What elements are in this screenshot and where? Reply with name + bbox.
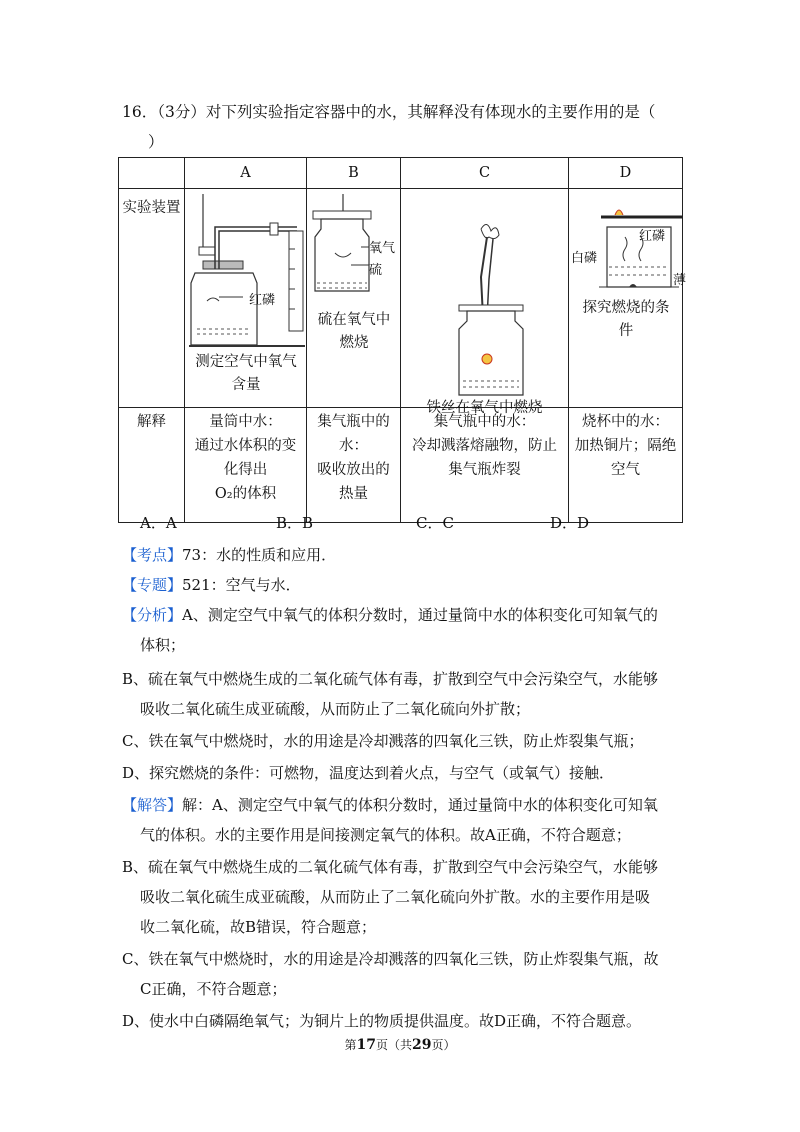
question-score: （3分） xyxy=(157,103,206,121)
footer-page-number: 17 xyxy=(356,1037,376,1053)
footer-suffix: 页） xyxy=(431,1038,456,1052)
header-a: A xyxy=(185,158,307,189)
kaodian-line xyxy=(122,544,336,565)
caption-a: 测定空气中氧气含量 xyxy=(195,354,297,393)
apparatus-c-figure xyxy=(401,189,569,399)
apparatus-d-cell xyxy=(569,189,687,408)
header-b: B xyxy=(307,158,401,189)
fenxi-line-4: 吸收二氧化硫生成亚硫酸，从而防止了二氧化硫向外扩散； xyxy=(140,700,531,718)
zhuanti-line xyxy=(122,574,301,595)
explanation-a-line1: 量筒中水： xyxy=(209,414,282,430)
fenxi-line-5: C、铁在氧气中燃烧时，水的用途是冷却溅落的四氧化三铁，防止炸裂集气瓶； xyxy=(122,732,644,750)
jieda-text-1: 解：A、测定空气中氧气的体积分数时，通过量筒中水的体积变化可知氧 xyxy=(182,796,658,814)
label-red-phosphorus-d: 红磷 xyxy=(639,229,666,244)
label-oxygen-b: 氧气 xyxy=(369,241,396,256)
explanation-d-line2: 加热铜片；隔绝空气 xyxy=(574,438,677,478)
fenxi-tag: 【分析】 xyxy=(122,606,183,624)
explanation-c xyxy=(401,408,569,523)
explanation-c-line2: 冷却溅落熔融物，防止集气瓶炸裂 xyxy=(412,438,557,478)
footer-total-pages: 29 xyxy=(412,1037,432,1053)
fenxi-line-6: D、探究燃烧的条件：可燃物，温度达到着火点，与空气（或氧气）接触． xyxy=(122,764,615,782)
apparatus-b-figure xyxy=(307,189,401,399)
apparatus-a-cell xyxy=(185,189,307,408)
option-d: D．D xyxy=(550,514,590,532)
header-empty xyxy=(119,158,185,189)
explanation-a-line2: 通过水体积的变化得出 xyxy=(194,438,297,478)
option-c: C．C xyxy=(416,514,454,532)
apparatus-b-cell xyxy=(307,189,401,408)
fenxi-line-2: 体积； xyxy=(140,636,186,654)
apparatus-row-label: 实验装置 xyxy=(119,189,185,408)
explanation-a-line3: O₂的体积 xyxy=(214,486,277,502)
zhuanti-tag: 【专题】 xyxy=(122,576,183,594)
zhuanti-text: 521：空气与水． xyxy=(182,576,301,594)
apparatus-row xyxy=(119,189,683,408)
header-c: C xyxy=(401,158,569,189)
apparatus-c-cell xyxy=(401,189,569,416)
label-partial-d: 薄 xyxy=(673,273,687,288)
question-text-end: ） xyxy=(148,133,164,151)
footer-prefix: 第 xyxy=(344,1038,357,1052)
jieda-line-2: 气的体积。水的主要作用是间接测定氧气的体积。故A正确，不符合题意； xyxy=(140,826,631,844)
jieda-line-3: B、硫在氧气中燃烧生成的二氧化硫气体有毒，扩散到空气中会污染空气，水能够 xyxy=(122,858,659,876)
fenxi-line-1 xyxy=(122,604,658,625)
explanation-b-line2: 吸收放出的热量 xyxy=(317,462,390,502)
jieda-line-1 xyxy=(122,794,658,815)
label-white-phosphorus-d: 白磷 xyxy=(571,251,598,266)
explanation-row xyxy=(119,408,683,523)
label-red-phosphorus-a: 红磷 xyxy=(249,293,276,308)
table-header-row xyxy=(119,158,683,189)
question-number: 16． xyxy=(122,103,158,121)
header-d: D xyxy=(569,158,683,189)
explanation-row-label: 解释 xyxy=(119,408,185,523)
caption-c: 铁丝在氧气中燃烧 xyxy=(426,400,543,416)
jieda-line-5: 收二氧化硫，故B错误，符合题意； xyxy=(140,918,377,936)
jieda-line-7: C正确，不符合题意； xyxy=(140,980,287,998)
experiment-table xyxy=(118,157,687,523)
apparatus-d-figure xyxy=(569,189,683,399)
kaodian-tag: 【考点】 xyxy=(122,546,183,564)
explanation-a xyxy=(185,408,307,523)
explanation-b xyxy=(307,408,401,523)
explanation-d-line1: 烧杯中的水： xyxy=(582,414,669,430)
question-text: 对下列实验指定容器中的水，其解释没有体现水的主要作用的是（ xyxy=(205,103,656,121)
jieda-line-4: 吸收二氧化硫生成亚硫酸，从而防止了二氧化硫向外扩散。水的主要作用是吸 xyxy=(140,888,651,906)
caption-b: 硫在氧气中燃烧 xyxy=(317,312,391,351)
jieda-line-8: D、使水中白磷隔绝氧气；为铜片上的物质提供温度。故D正确，不符合题意。 xyxy=(122,1012,642,1030)
explanation-b-line1: 集气瓶中的水： xyxy=(317,414,390,454)
label-sulfur-b: 硫 xyxy=(369,263,383,278)
kaodian-text: 73：水的性质和应用． xyxy=(182,546,337,564)
caption-d: 探究燃烧的条件 xyxy=(582,300,670,339)
fenxi-text-1: A、测定空气中氧气的体积分数时，通过量筒中水的体积变化可知氧气的 xyxy=(182,606,658,624)
footer-mid: 页（共 xyxy=(375,1038,412,1052)
explanation-c-line1: 集气瓶中的水： xyxy=(433,414,536,430)
option-b: B．B xyxy=(276,514,314,532)
explanation-d xyxy=(569,408,683,523)
jieda-line-6: C、铁在氧气中燃烧时，水的用途是冷却溅落的四氧化三铁，防止炸裂集气瓶，故 xyxy=(122,950,659,968)
jieda-tag: 【解答】 xyxy=(122,796,183,814)
fenxi-line-3: B、硫在氧气中燃烧生成的二氧化硫气体有毒，扩散到空气中会污染空气，水能够 xyxy=(122,670,659,688)
page-footer xyxy=(0,1036,800,1053)
option-a: A．A xyxy=(140,514,177,532)
question-stem xyxy=(122,97,682,157)
